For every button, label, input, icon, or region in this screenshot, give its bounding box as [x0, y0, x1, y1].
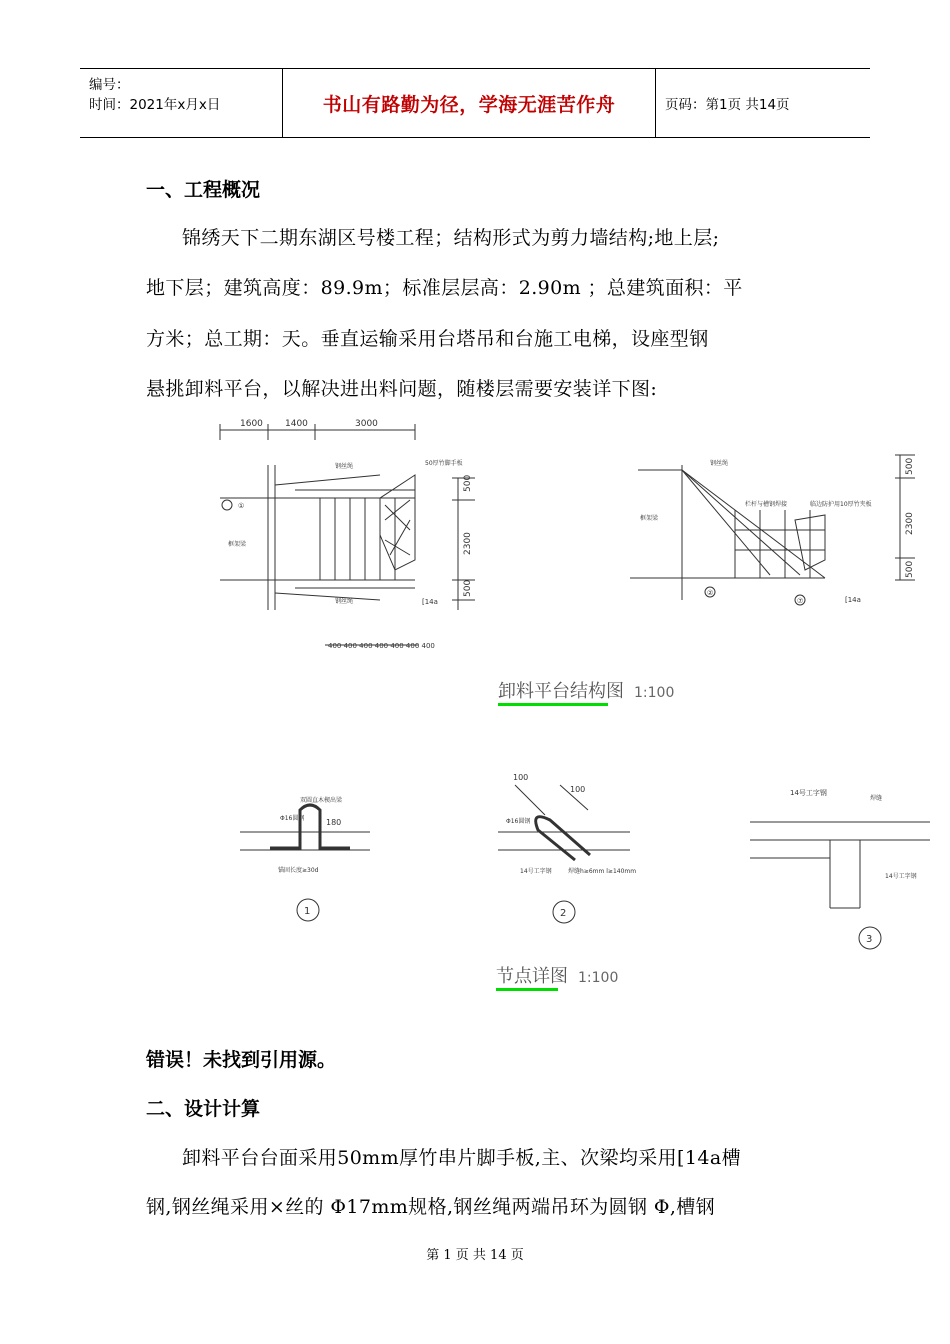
d1-label-wedge: 双圆直木楔出梁 [300, 797, 343, 804]
page-footer: 第 1 页 共 14 页 [426, 1248, 524, 1263]
header-page-number: 页码：第1页 共14页 [665, 97, 790, 113]
paragraph-line: 锦绣天下二期东湖区号楼工程；结构形式为剪力墙结构;地上层; [182, 227, 720, 249]
dim-right-2: 2300 [463, 532, 473, 555]
d3-label-weld: 焊缝 [870, 795, 883, 802]
figure1-scale: 1:100 [634, 685, 675, 701]
figure2-caption-text: 节点详图 [496, 966, 568, 987]
header-motto: 书山有路勤为径，学海无涯苦作舟 [282, 69, 656, 137]
label-frame-beam-r: 框架梁 [640, 515, 659, 522]
label-bamboo-board: 50厚竹脚手板 [425, 460, 463, 467]
platform-structure-drawing [200, 410, 940, 670]
label-node-7: ⑦ [797, 597, 804, 605]
dim-top-2: 1400 [285, 419, 308, 429]
bottom-dims: 400 400 400 400 400 400 400 [328, 642, 435, 650]
dim-top-1: 1600 [240, 419, 263, 429]
d3-label-ibeam-2: 14号工字钢 [885, 873, 917, 880]
label-wire-rope-2: 钢丝绳 [335, 598, 354, 605]
doc-date: 时间：2021年x月x日 [89, 97, 221, 113]
figure2-caption-underline [496, 988, 558, 991]
dim-elev-1: 500 [905, 457, 915, 475]
paragraph-line: 钢,钢丝绳采用×丝的 Φ17mm规格,钢丝绳两端吊环为圆钢 Φ,槽钢 [146, 1196, 716, 1218]
header-meta [80, 69, 282, 137]
paragraph-line: 悬挑卸料平台，以解决进出料问题，随楼层需要安装详下图: [146, 378, 658, 400]
dim-right-1: 500 [463, 474, 473, 492]
label-frame-beam: 框架梁 [228, 541, 247, 548]
section-title-overview: 一、工程概况 [146, 179, 261, 201]
d2-label-100b: 100 [570, 785, 586, 794]
doc-number-label: 编号： [89, 77, 130, 93]
label-node-1: ① [238, 502, 245, 510]
figure2-scale: 1:100 [578, 970, 619, 986]
figure1-caption-text: 卸料平台结构图 [498, 681, 624, 702]
dim-elev-3: 500 [905, 560, 915, 578]
d3-number: 3 [866, 934, 873, 945]
dim-right-3: 500 [463, 579, 473, 597]
d2-label-ibeam: 14号工字钢 [520, 868, 552, 875]
paragraph-line: 卸料平台台面采用50mm厚竹串片脚手板,主、次梁均采用[14a槽 [182, 1147, 741, 1169]
d1-label-180: 180 [326, 818, 342, 827]
d1-number: 1 [304, 906, 311, 917]
d3-label-ibeam: 14号工字钢 [790, 789, 827, 797]
d2-number: 2 [560, 908, 567, 919]
d2-label-rod: Φ16圆钢 [506, 818, 531, 825]
figure1-caption [498, 677, 674, 703]
d1-label-anchor: 锚固长度≥30d [278, 867, 319, 874]
paragraph-line: 方米；总工期：天。垂直运输采用台塔吊和台施工电梯，设座型钢 [146, 328, 709, 350]
dim-elev-2: 2300 [905, 512, 915, 535]
label-channel: [14a [422, 598, 438, 606]
figure1-caption-underline [498, 703, 608, 706]
label-channel-r: [14a [845, 596, 861, 604]
paragraph-line: 地下层；建筑高度：89.9m；标准层层高：2.90m ；总建筑面积：平 [146, 277, 743, 299]
label-edge-guard: 临边防护用10厚竹夹板 [810, 501, 872, 508]
figure2-caption [496, 962, 618, 988]
dim-top-3: 3000 [355, 419, 378, 429]
label-wire-rope: 钢丝绳 [335, 463, 354, 470]
label-wire-rope-r: 钢丝绳 [710, 460, 729, 467]
section-title-calculation: 二、设计计算 [146, 1098, 261, 1120]
d2-label-weld: 焊缝h≥6mm l≥140mm [568, 868, 637, 875]
d2-label-100a: 100 [513, 773, 529, 782]
node-detail-drawing [230, 760, 930, 960]
page-header [80, 68, 870, 138]
label-node-2: ② [707, 589, 714, 597]
label-rail: 栏杆与槽钢焊接 [745, 501, 788, 508]
reference-error: 错误！未找到引用源。 [146, 1049, 337, 1071]
d1-label-rod: Φ16圆钢 [280, 815, 305, 822]
